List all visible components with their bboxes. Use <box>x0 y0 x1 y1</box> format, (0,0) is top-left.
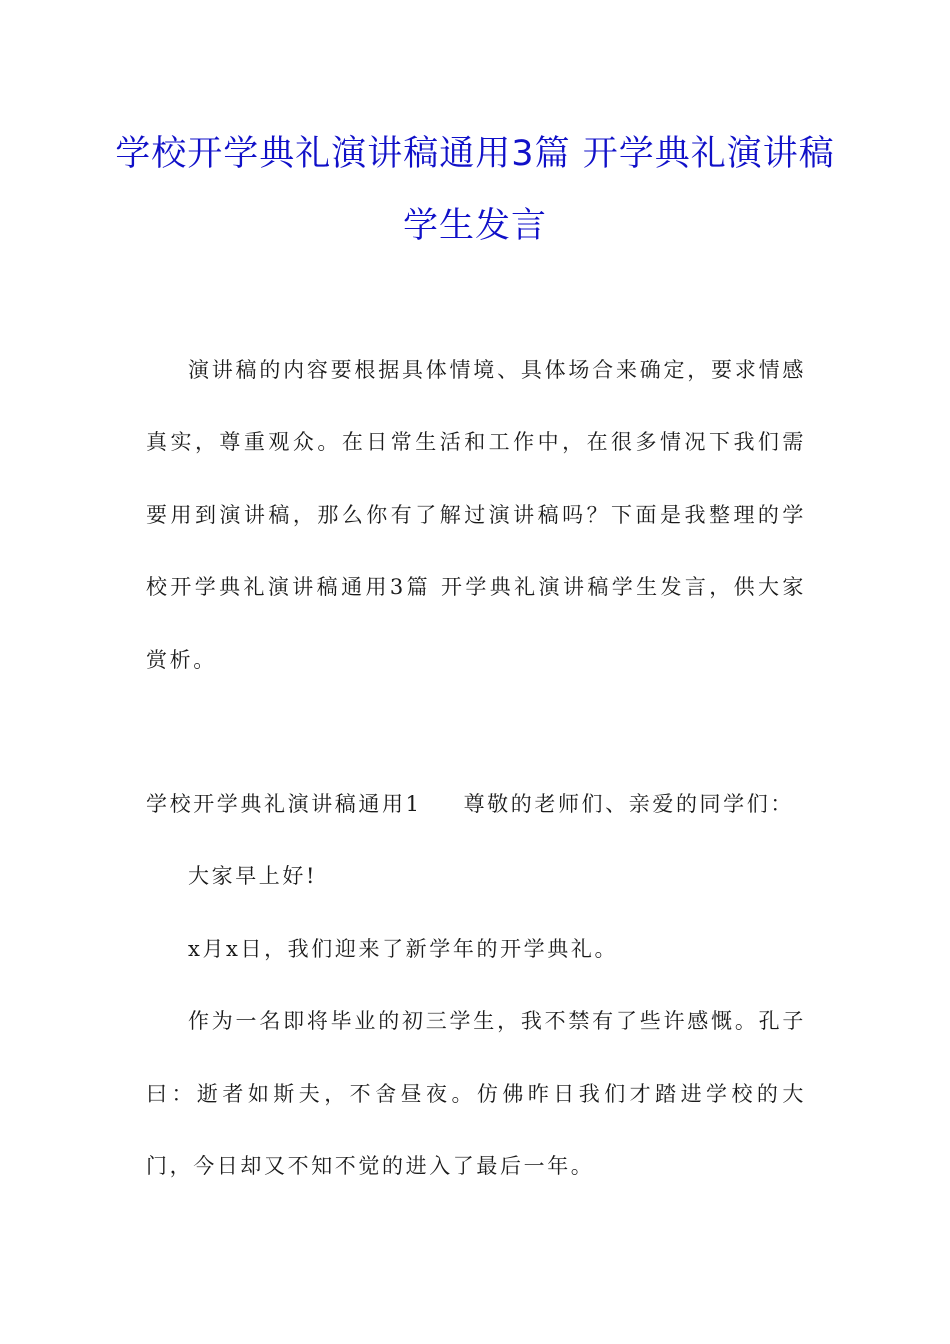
section-spacer <box>146 696 806 768</box>
paragraph-reflection: 作为一名即将毕业的初三学生，我不禁有了些许感慨。孔子曰：逝者如斯夫，不舍昼夜。仿佛昨日我们才踏进学校的大门，今日却又不知不觉的进入了最后一年。 <box>146 1009 806 1179</box>
document-title: 学校开学典礼演讲稿通用3篇 开学典礼演讲稿学生发言 <box>115 134 835 246</box>
section-heading: 学校开学典礼演讲稿通用1 <box>146 792 422 817</box>
document-body <box>146 334 806 1202</box>
paragraph-date: x月x日，我们迎来了新学年的开学典礼。 <box>188 936 619 961</box>
salutation: 尊敬的老师们、亲爱的同学们： <box>463 792 794 817</box>
section-heading-line <box>146 768 806 840</box>
paragraph-greeting: 大家早上好! <box>188 864 318 889</box>
intro-paragraph: 演讲稿的内容要根据具体情境、具体场合来确定，要求情感真实，尊重观众。在日常生活和工作中，在很多情况下我们需要用到演讲稿，那么你有了解过演讲稿吗？下面是我整理的学校开学典礼演讲稿通用3篇 开学典礼演讲稿学生发言，供大家赏析。 <box>146 358 806 672</box>
